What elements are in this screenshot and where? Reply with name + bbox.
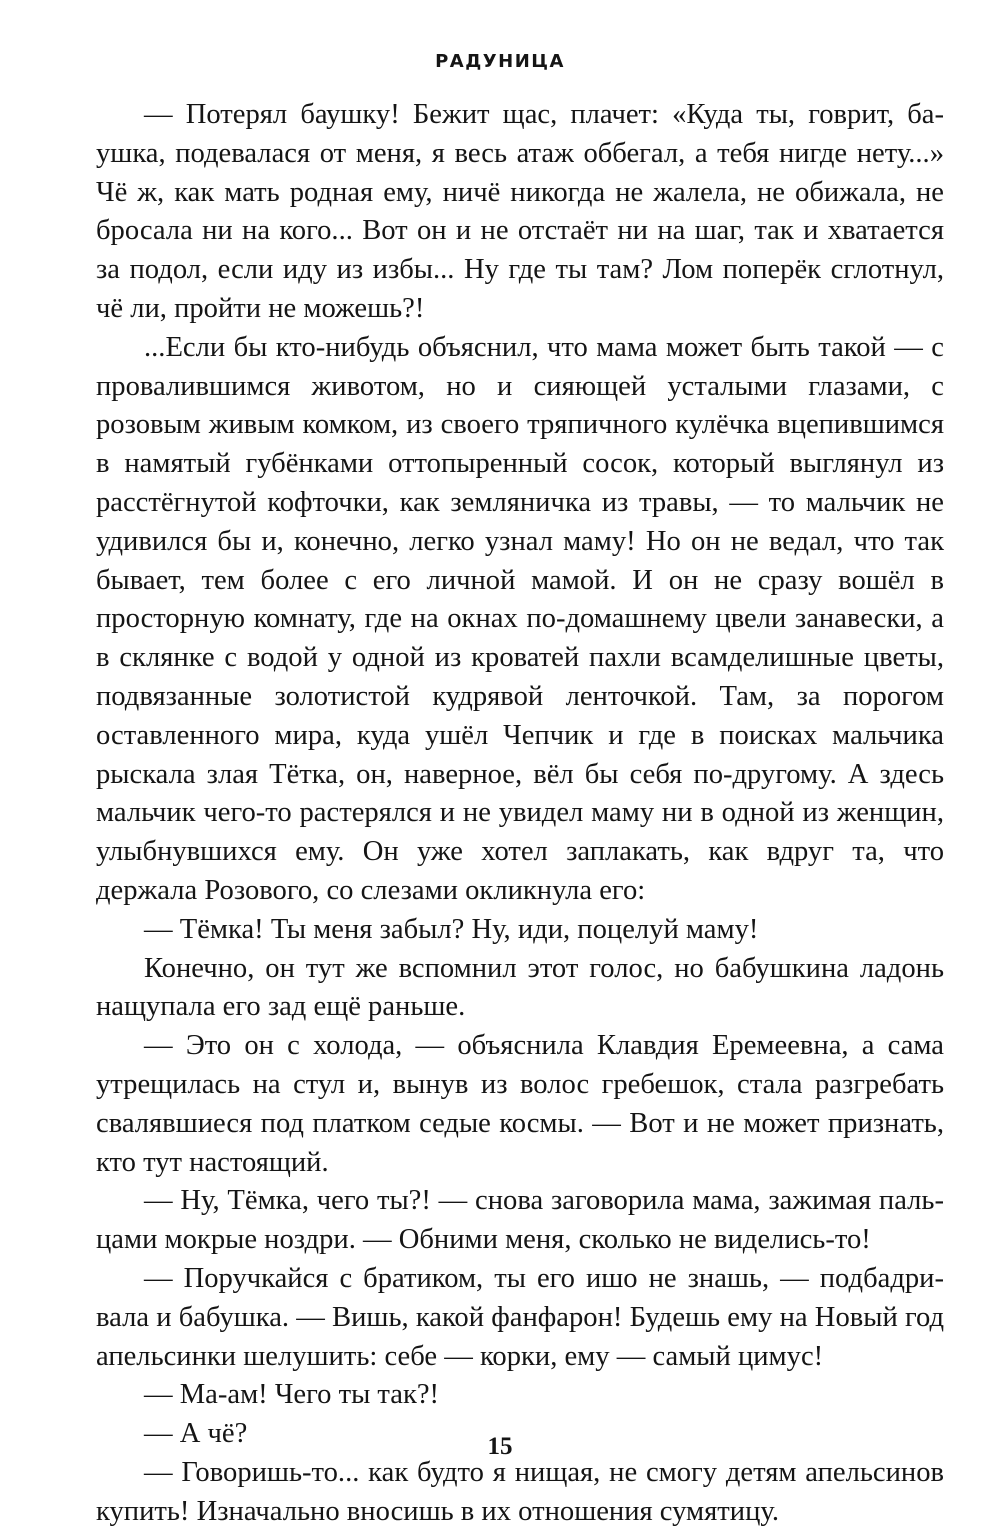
paragraph: — Поручкайся с братиком, ты его ишо не знашь, — подбадривала и бабушка. — Вишь, какой фанфарон! Будешь ему на Новый год апельсинки шелушить: себе — корки, ему — самый цимус! — [96, 1262, 944, 1372]
paragraph: ...Если бы кто-нибудь объяснил, что мама может быть такой — с провалившимся животом, но и сияющей усталыми глазами, с розовым живым комком, из своего тряпичного кулёчка вцепившимся в намятый губёнками оттопыренный сосок, который выглянул из расстёгнутой кофточки, как земляничка из травы, — то мальчик не удивился бы и, конечно, легко узнал маму! Но он не ведал, что так бывает, тем более с его личной мамой. И он не сразу вошёл в просторную комнату, где на окнах по-домашнему цвели занавески, а в склянке с водой у одной из кроватей пахли всамделишные цветы, подвязанные золотистой кудрявой ленточкой. Там, за порогом оставленного мира, куда ушёл Чепчик и где в поисках мальчика рыскала злая Тётка, он, наверное, вёл бы себя по-другому. А здесь мальчик чего-то растерялся и не увидел маму ни в одной из женщин, улыбнувшихся ему. Он уже хотел заплакать, как вдруг та, что держала Розового, со слезами окликнула его: — [96, 331, 944, 906]
paragraph: — Ну, Тёмка, чего ты?! — снова заговорила мама, зажимая пальцами мокрые ноздри. — Обними меня, сколько не виделись-то! — [96, 1185, 944, 1256]
paragraph: — А чё? — [144, 1418, 248, 1450]
paragraph: — Ма-ам! Чего ты так?! — [144, 1379, 440, 1411]
running-title: радуница — [435, 44, 565, 73]
paragraph: — Говоришь-то... как будто я нищая, не смогу детям апельсинов купить! Изначально вносишь в их отношения сумятицу. — [96, 1456, 944, 1527]
paragraph: Конечно, он тут же вспомнил этот голос, но бабушкина ладонь нащупала его зад ещё раньше. — [96, 952, 944, 1023]
main-text — [96, 96, 944, 1531]
paragraph: — Тёмка! Ты меня забыл? Ну, иди, поцелуй маму! — [144, 913, 759, 945]
paragraph: — Это он с холода, — объяснила Клавдия Еремеевна, а сама утрещилась на стул и, вынув из волос гребешок, стала разгребать свалявшиеся под платком седые космы. — Вот и не может признать, кто тут настоящий. — [96, 1030, 944, 1178]
page-number: 15 — [487, 1433, 513, 1460]
paragraph: — Потерял баушку! Бежит щас, плачет: «Куда ты, говрит, баушка, подевалася от меня, я весь атаж оббегал, а тебя нигде нету...» Чё ж, как мать родная ему, ничё никогда не жалела, не обижала, не бросала ни на кого... Вот он и не отстаёт ни на шаг, так и хватается за подол, если иду из избы... Ну где ты там? Лом поперёк сглотнул, чё ли, пройти не можешь?! — [96, 99, 944, 324]
